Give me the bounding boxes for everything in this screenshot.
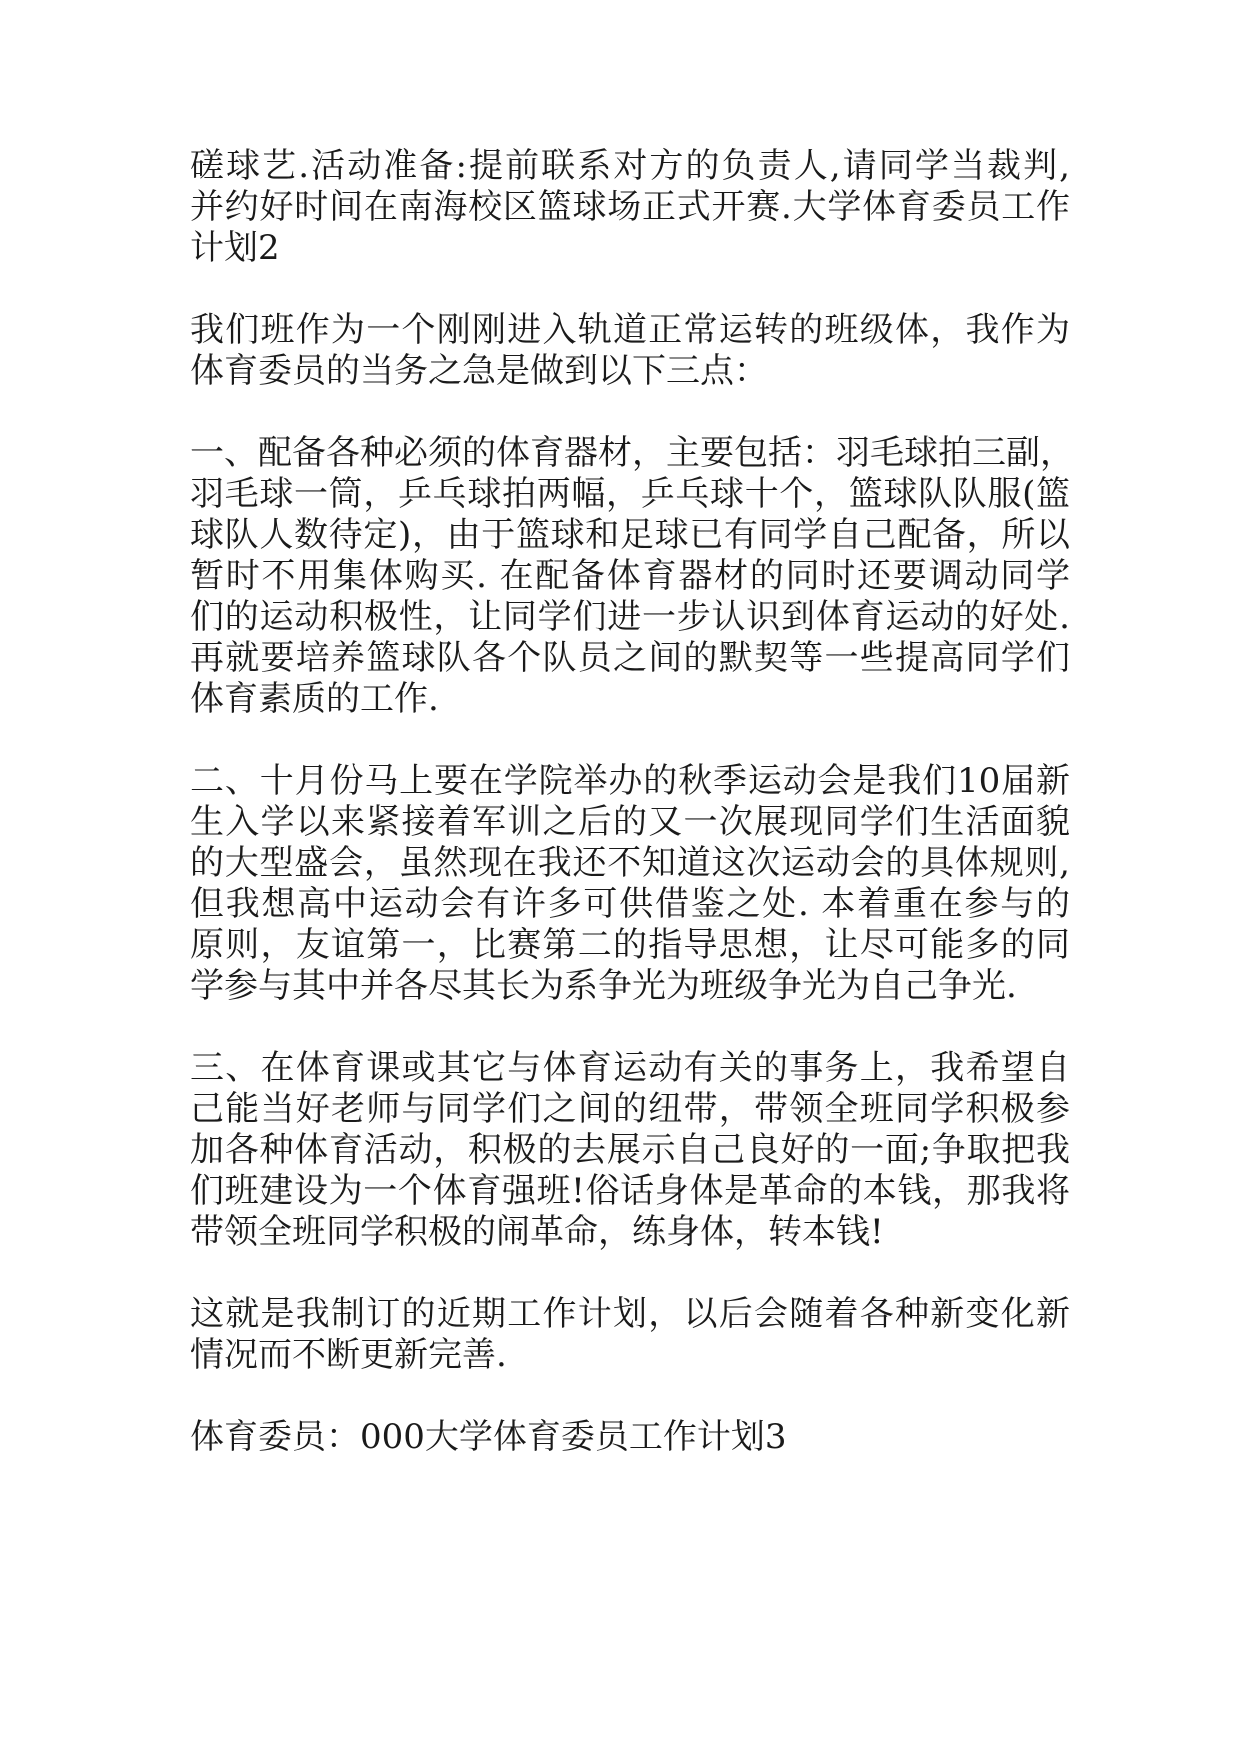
- text-line: 体育委员的当务之急是做到以下三点：: [190, 351, 768, 391]
- text-line: 再就要培养篮球队各个队员之间的默契等一些提高同学们: [190, 638, 1070, 678]
- text-line: 我们班作为一个刚刚进入轨道正常运转的班级体，我作为: [190, 310, 1070, 350]
- text-line: 体育素质的工作.: [190, 679, 439, 719]
- text-line: 学参与其中并各尽其长为系争光为班级争光为自己争光.: [190, 966, 1017, 1006]
- text-line: 带领全班同学积极的闹革命，练身体，转本钱!: [190, 1212, 884, 1252]
- text-line: 球队人数待定)，由于篮球和足球已有同学自己配备，所以: [190, 515, 1070, 555]
- paragraph: [190, 146, 1070, 269]
- text-line: 们的运动积极性，让同学们进一步认识到体育运动的好处.: [190, 597, 1070, 637]
- paragraph: [190, 1048, 1070, 1253]
- text-line: 们班建设为一个体育强班!俗话身体是革命的本钱，那我将: [190, 1171, 1070, 1211]
- text-line: 这就是我制订的近期工作计划，以后会随着各种新变化新: [190, 1294, 1070, 1334]
- text-line: 的大型盛会，虽然现在我还不知道这次运动会的具体规则,: [190, 843, 1070, 883]
- text-line: 己能当好老师与同学们之间的纽带，带领全班同学积极参: [190, 1089, 1070, 1129]
- text-line: 加各种体育活动，积极的去展示自己良好的一面;争取把我: [190, 1130, 1070, 1170]
- paragraph: [190, 310, 1070, 392]
- text-line: 二、十月份马上要在学院举办的秋季运动会是我们10届新: [190, 761, 1070, 801]
- text-line: 一、配备各种必须的体育器材，主要包括：羽毛球拍三副，: [190, 433, 1074, 473]
- text-line: 体育委员：000大学体育委员工作计划3: [190, 1417, 787, 1457]
- document-body: [190, 146, 1074, 1499]
- text-line: 计划2: [190, 228, 280, 268]
- text-line: 并约好时间在南海校区篮球场正式开赛.大学体育委员工作: [190, 187, 1070, 227]
- text-line: 暂时不用集体购买. 在配备体育器材的同时还要调动同学: [190, 556, 1070, 596]
- paragraph: [190, 761, 1070, 1007]
- text-line: 生入学以来紧接着军训之后的又一次展现同学们生活面貌: [190, 802, 1070, 842]
- text-line: 情况而不断更新完善.: [190, 1335, 507, 1375]
- text-line: 羽毛球一筒，乒乓球拍两幅，乒乓球十个，篮球队队服(篮: [190, 474, 1070, 514]
- paragraph: [190, 433, 1074, 720]
- paragraph: [190, 1417, 1070, 1458]
- text-line: 原则，友谊第一，比赛第二的指导思想，让尽可能多的同: [190, 925, 1070, 965]
- text-line: 但我想高中运动会有许多可供借鉴之处. 本着重在参与的: [190, 884, 1070, 924]
- paragraph: [190, 1294, 1070, 1376]
- text-line: 磋球艺.活动准备:提前联系对方的负责人,请同学当裁判,: [190, 146, 1070, 186]
- text-line: 三、在体育课或其它与体育运动有关的事务上，我希望自: [190, 1048, 1070, 1088]
